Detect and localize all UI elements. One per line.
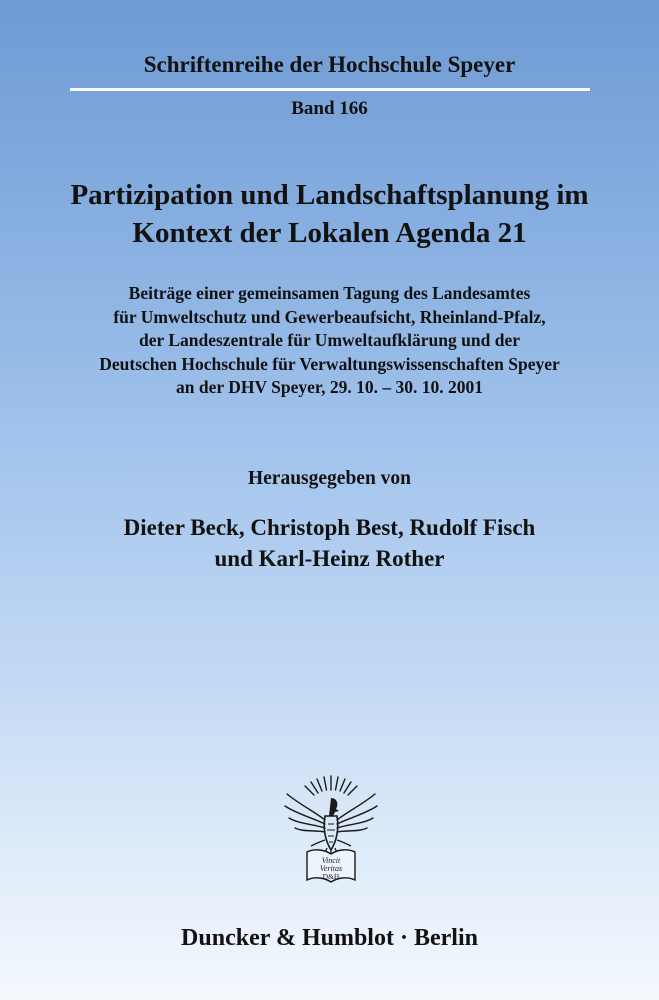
edited-by-label: Herausgegeben von	[247, 468, 412, 489]
subtitle-line: für Umweltschutz und Gewerbeaufsicht, Rheinland-Pfalz,	[113, 306, 546, 327]
book-title	[20, 176, 639, 252]
series-title: Schriftenreihe der Hochschule Speyer	[143, 52, 516, 77]
subtitle-line: der Landeszentrale für Umweltaufklärung und der	[139, 330, 520, 350]
subtitle-line: Deutschen Hochschule für Verwaltungswissenschaften Speyer	[99, 353, 560, 374]
editors-line: und Karl-Heinz Rother	[214, 546, 445, 571]
editors-line: Dieter Beck, Christoph Best, Rudolf Fisch	[123, 515, 536, 540]
book-subtitle	[20, 282, 639, 400]
volume-number: Band 166	[291, 98, 368, 119]
book-title-line: Kontext der Lokalen Agenda 21	[132, 217, 527, 249]
emblem-monogram: D&H	[322, 872, 340, 881]
publisher-name: Duncker & Humblot · Berlin	[181, 925, 478, 951]
subtitle-line: Beiträge einer gemeinsamen Tagung des Landesamtes	[128, 283, 531, 303]
divider-rule	[70, 88, 590, 91]
subtitle-line: an der DHV Speyer, 29. 10. – 30. 10. 2001	[176, 377, 483, 397]
emblem-motto-line: Veritas	[319, 864, 343, 873]
editors	[0, 512, 659, 574]
eagle-emblem-icon	[281, 768, 381, 886]
emblem-motto-line: Vincit	[321, 856, 341, 865]
book-title-line: Partizipation und Landschaftsplanung im	[70, 179, 589, 211]
